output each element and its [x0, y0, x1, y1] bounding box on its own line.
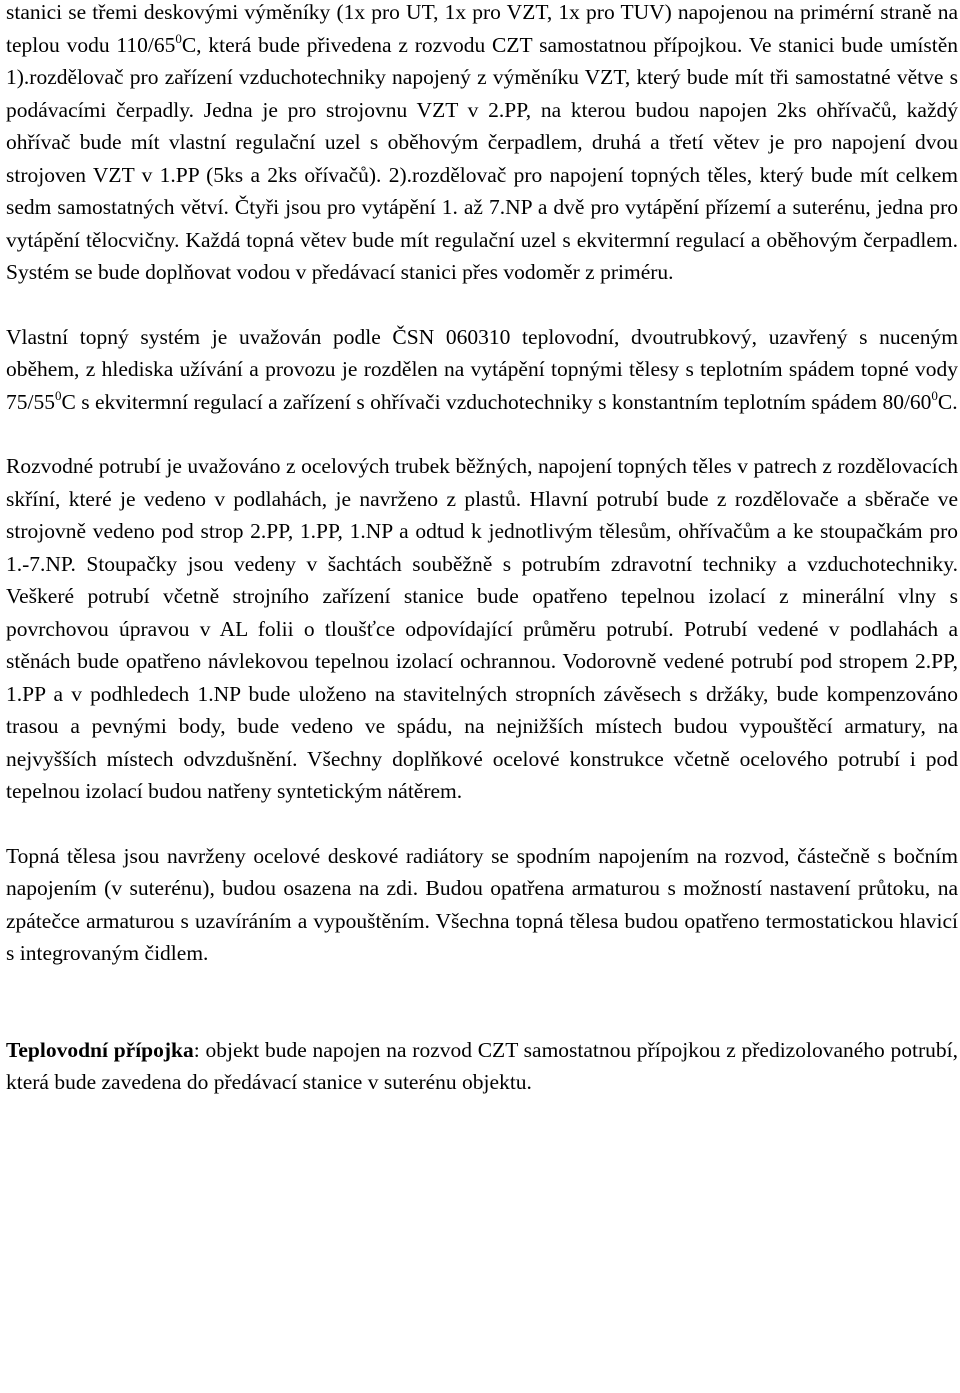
paragraph-connection — [6, 1034, 958, 1099]
paragraph-text: C s ekvitermní regulací a zařízení s ohřívači vzduchotechniky s konstantním teplotním spádem 80/60 — [61, 389, 932, 414]
paragraph-heating-system — [6, 321, 958, 419]
paragraph-heating-station — [6, 0, 958, 289]
superscript-degree: 0 — [931, 387, 938, 403]
superscript-degree: 0 — [175, 30, 182, 46]
paragraph-text: C. — [937, 389, 958, 414]
paragraph-piping: Rozvodné potrubí je uvažováno z ocelových trubek běžných, napojení topných těles v patrech z rozdělovacích skříní, které je vedeno v podlahách, je navrženo z plastů. Hlavní potrubí bude z rozdělovače a sběrače ve strojovně vedeno pod strop 2.PP, 1.PP, 1.NP a odtud k jednotlivým tělesům, ohřívačům a ke stoupačkám pro 1.-7.NP. Stoupačky jsou vedeny v šachtách souběžně s potrubím zdravotní techniky a vzduchotechniky. Veškeré potrubí včetně strojního zařízení stanice bude opatřeno tepelnou izolací z minerální vlny s povrchovou úpravou v AL folii o tloušťce odpovídající průměru potrubí. Potrubí vedené v podlahách a stěnách bude opatřeno návlekovou tepelnou izolací ochrannou. Vodorovně vedené potrubí pod stropem 2.PP, 1.PP a v podhledech 1.NP bude uloženo na stavitelných stropních závěsech s držáky, bude kompenzováno trasou a pevnými body, bude vedeno ve spádu, na nejnižších místech budou vypouštěcí armatury, na nejvyšších místech odvzdušnění. Všechny doplňkové ocelové konstrukce včetně ocelového potrubí i pod tepelnou izolací budou natřeny syntetickým nátěrem. — [6, 454, 958, 803]
paragraph-text: C, která bude přivedena z rozvodu CZT samostatnou přípojkou. Ve stanici bude umístěn 1).rozdělovač pro zařízení vzduchotechniky napojený z výměníku VZT, který bude mít tři samostatné větve s podávacími čerpadly. Jedna je pro strojovnu VZT v 2.PP, na kterou budou napojen 2ks ohřívačů, každý ohřívač bude mít vlastní regulační uzel s oběhovým čerpadlem, druhá a třetí větev je pro napojení dvou strojoven VZT v 1.PP (5ks a 2ks ořívačů). 2).rozdělovač pro napojení topných těles, který bude mít celkem sedm samostatných větví. Čtyři jsou pro vytápění 1. až 7.NP a dvě pro vytápění přízemí a suterénu, jedna pro vytápění tělocvičny. Každá topná větev bude mít regulační uzel s ekvitermní regulací a oběhovým čerpadlem. Systém se bude doplňovat vodou v předávací stanici přes vodoměr z priméru. — [6, 32, 958, 284]
paragraph-text: : objekt bude napojen na rozvod CZT samostatnou přípojkou z předizolovaného potrubí, která bude zavedena do předávací stanice v suterénu objektu. — [6, 1037, 958, 1094]
paragraph-text: Vlastní topný systém je uvažován podle ČSN 060310 teplovodní, dvoutrubkový, uzavřený s nuceným oběhem, z hlediska užívání a provozu je rozdělen na vytápění topnými tělesy s teplotním spádem topné vody 75/55 — [6, 324, 958, 414]
paragraph-text: stanici se třemi deskovými výměníky (1x pro UT, 1x pro VZT, 1x pro TUV) napojenou na primérní straně na teplou vodu 110/65 — [6, 0, 958, 57]
section-heading: Teplovodní přípojka — [6, 1037, 194, 1062]
paragraph-radiators: Topná tělesa jsou navrženy ocelové deskové radiátory se spodním napojením na rozvod, částečně s bočním napojením (v suterénu), budou osazena na zdi. Budou opatřena armaturou s možností nastavení průtoku, na zpátečce armaturou s uzavíráním a vypouštěním. Všechna topná tělesa budou opatřeno termostatickou hlavicí s integrovaným čidlem. — [6, 843, 958, 965]
superscript-degree: 0 — [54, 387, 62, 403]
